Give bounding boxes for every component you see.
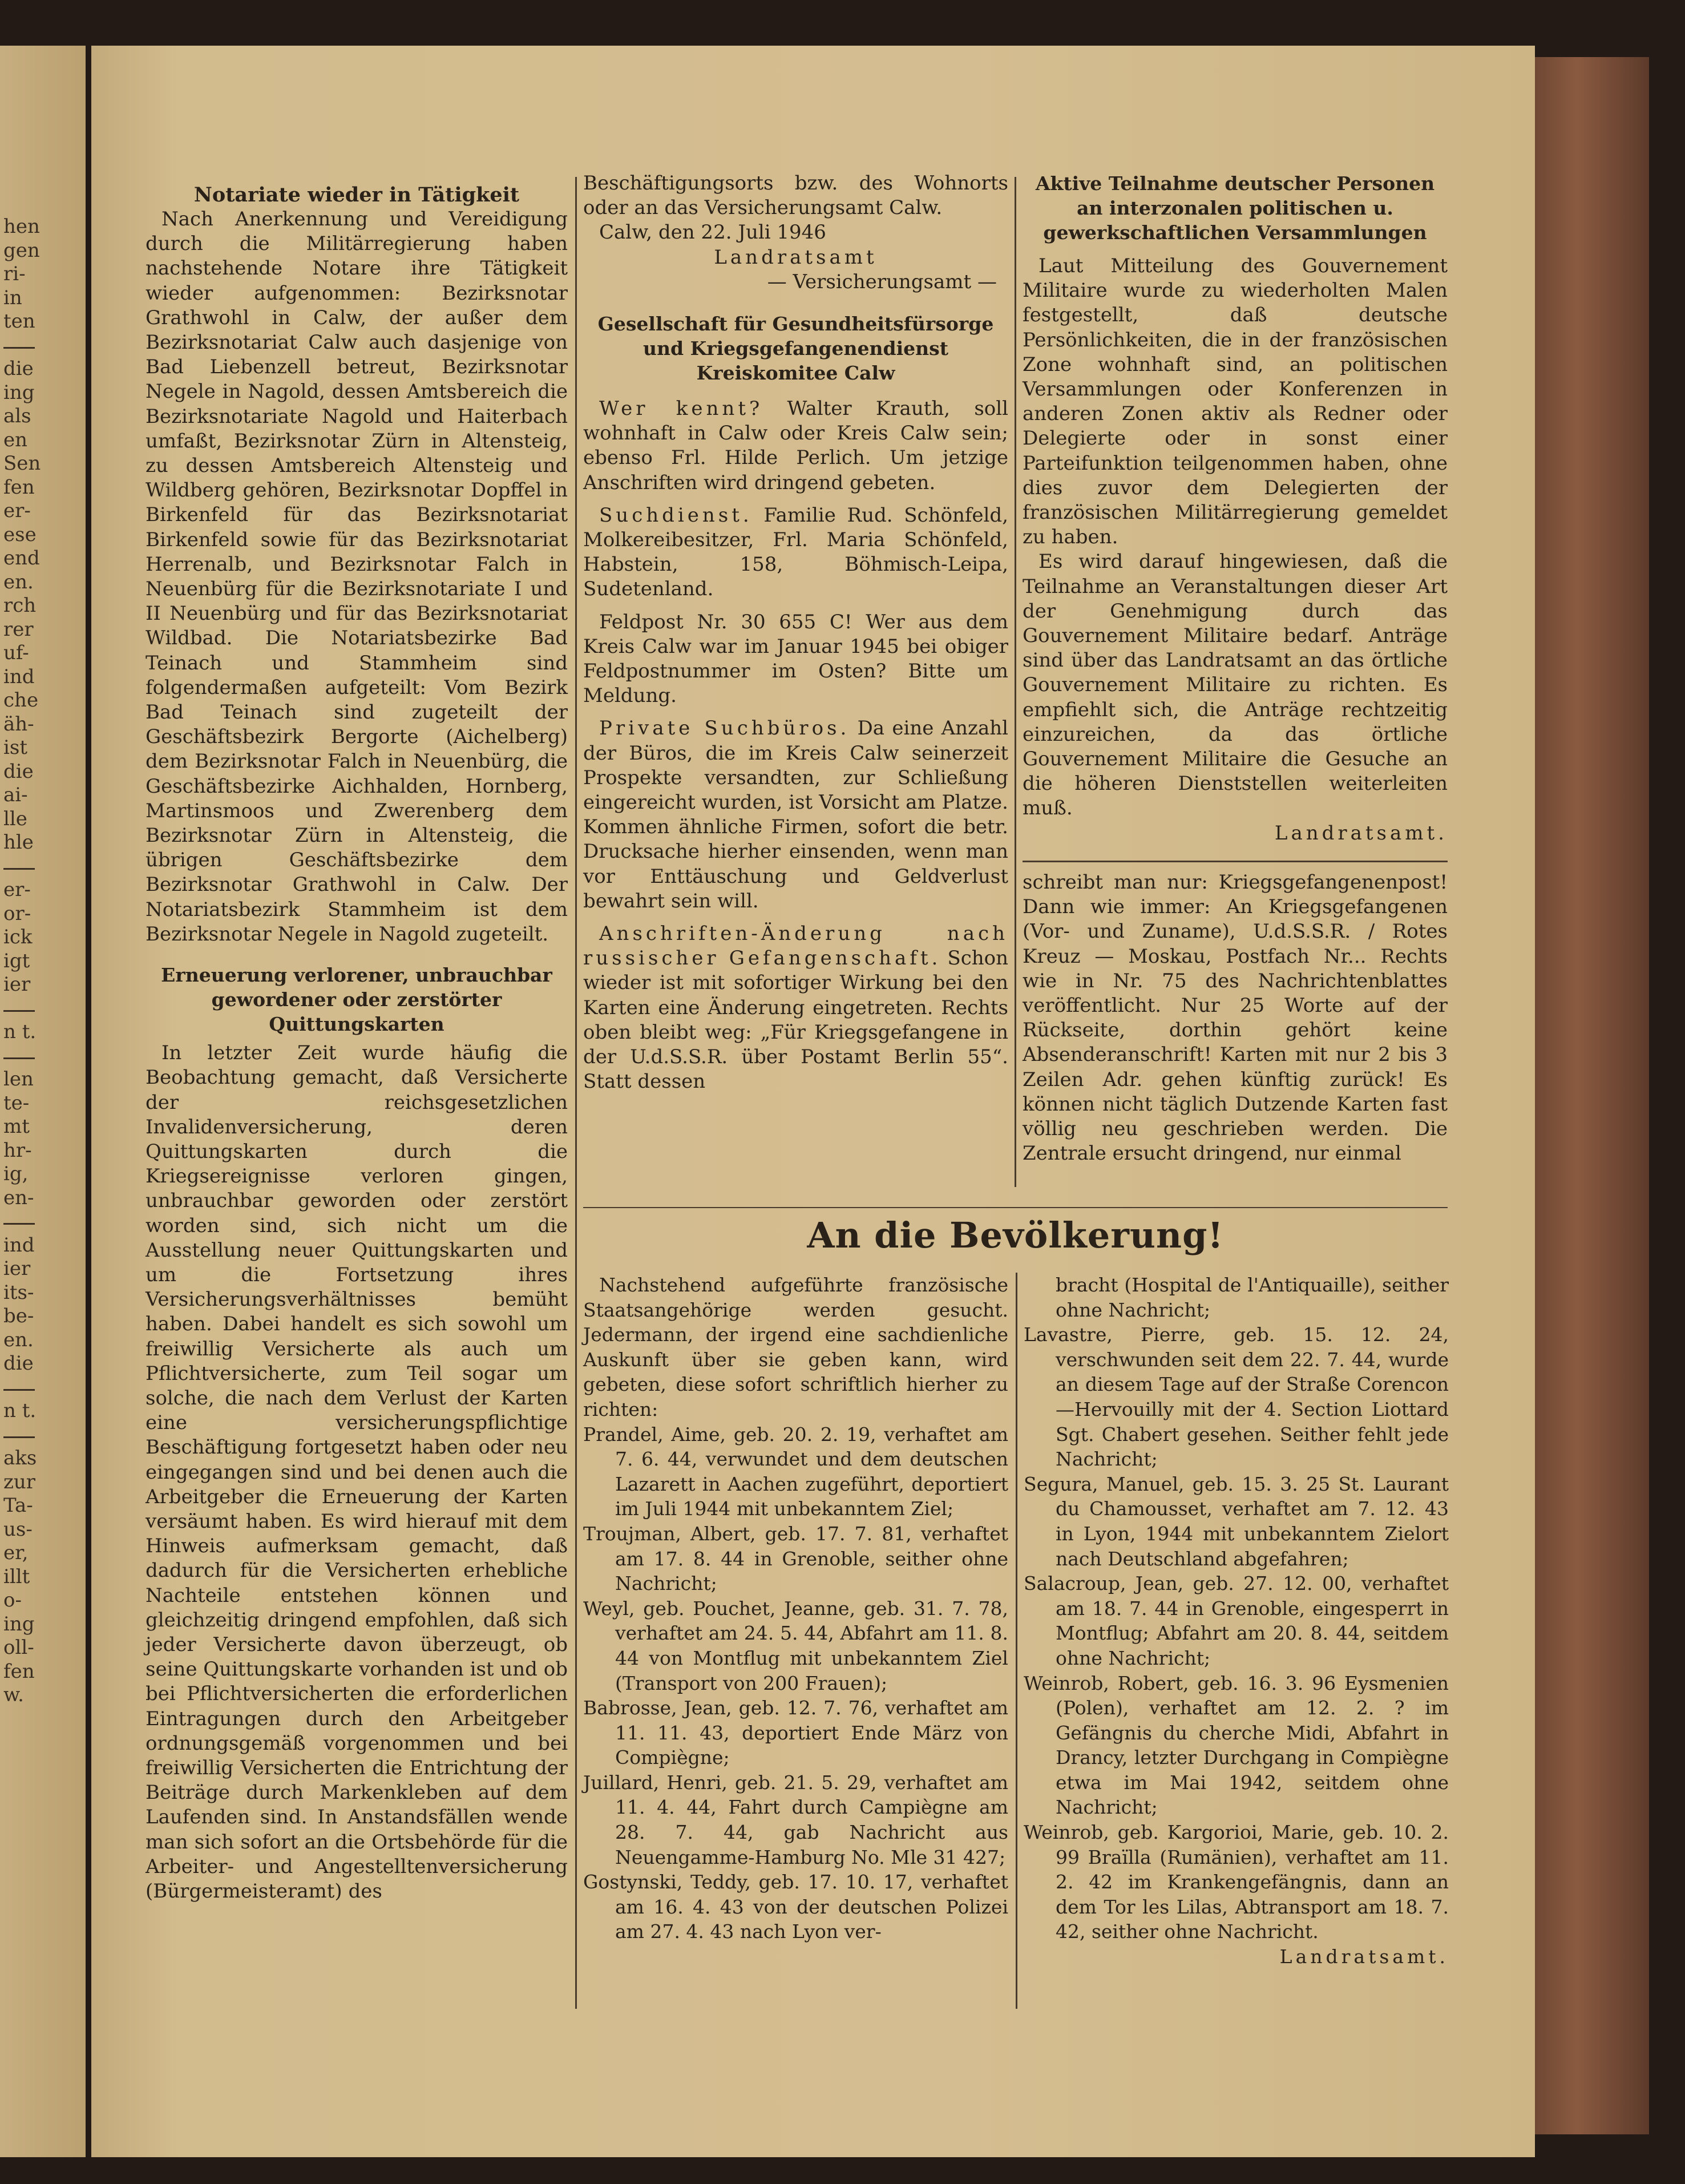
article-title-quittungskarten: Erneuerung verlorener, unbrauchbar gewordener oder zerstörter Quittungskarten [161,964,552,1036]
article-title-notariate: Notariate wieder in Tätigkeit [193,183,520,207]
paragraph-teilnahme-2: Es wird darauf hingewiesen, daß die Teilnahme an Veranstaltungen dieser Art der Genehmigung durch das Gouvernement Militaire bedarf. Anträge sind über das Landratsamt an das örtliche Gouvernement Militaire zu richten. Es empfiehlt sich, die Anträge rechtzeitig einzureichen, da das örtliche Gouvernement Militaire die Gesuche an die höheren Dienststellen weiterleiten muß. [1023,550,1448,820]
column-2 [583,171,1008,1095]
prev-page-fragment: er, [3,1541,29,1564]
column-divider-1 [575,177,577,2009]
newspaper-page [91,46,1535,2157]
prev-page-fragment: mt [3,1115,30,1138]
missing-person-entry: Babrosse, Jean, geb. 12. 7. 76, verhaftet am 11. 11. 43, deportiert Ende März von Compiègne; [583,1697,1008,1769]
prev-page-fragment: in [3,286,22,309]
column-3 [1023,171,1448,846]
prev-page-fragment: en- [3,1186,34,1209]
prev-page-fragment: n t. [3,1399,37,1422]
missing-person-entry: Salacroup, Jean, geb. 27. 12. 00, verhaftet am 18. 7. 44 in Grenoble, eingesperrt in Montflug; Abfahrt am 20. 8. 44, seitdem ohne Nachricht; [1024,1572,1449,1669]
paragraph-wer-kennt [583,397,1008,495]
prev-page-fragment: hen [3,215,40,238]
prev-page-fragment: illt [3,1565,30,1588]
prev-page-fragment: en [3,428,28,451]
prev-page-rule [3,1223,35,1225]
prev-page-fragment: len [3,1068,34,1091]
paragraph-suchbueros [583,716,1008,914]
missing-person-entry: Gostynski, Teddy, geb. 17. 10. 17, verhaftet am 16. 4. 43 von der deutschen Polizei am 27. 4. 43 nach Lyon ver- [583,1871,1008,1943]
banner-signature: Landratsamt. [1279,1945,1449,1968]
prev-page-fragment: die [3,760,34,783]
prev-page-fragment: en. [3,1328,34,1351]
dateline: Calw, den 22. Juli 1946 [599,221,826,244]
missing-person-entry: Segura, Manuel, geb. 15. 3. 25 St. Laurant du Chamousset, verhaftet am 7. 12. 43 in Lyon, 1944 mit unbekanntem Zielort nach Deutschland abgefahren; [1024,1472,1449,1570]
banner-intro: Nachstehend aufgeführte französische Staatsangehörige werden gesucht. Jedermann, der irgend eine sachdienliche Auskunft über sie geben kann, wird gebeten, diese sofort schriftlich hierher zu richten: [583,1274,1008,1420]
prev-page-rule [3,1010,35,1012]
prev-page-fragment: als [3,405,31,427]
missing-persons-list-right [1024,1322,1449,1944]
prev-page-fragment: die [3,357,34,380]
missing-person-entry: Troujman, Albert, geb. 17. 7. 81, verhaftet am 17. 8. 44 in Grenoble, seither ohne Nachricht; [583,1522,1008,1595]
prev-page-fragment: hle [3,831,34,854]
prev-page-fragment: lle [3,807,27,830]
article-title-teilnahme: Aktive Teilnahme deutscher Personen an interzonalen politischen u. gewerkschaftlichen Versammlungen [1035,172,1435,244]
missing-persons-list-left [583,1422,1008,1944]
prev-page-fragment: aks [3,1447,37,1470]
prev-page-rule [3,347,35,349]
prev-page-fragment: fen [3,475,35,499]
lead-suchdienst: Suchdienst. [599,503,753,527]
prev-page-fragment: uf- [3,641,29,664]
section-rule-col3 [1023,861,1448,862]
banner-right-continuation: bracht (Hospital de l'Antiquaille), seither ohne Nachricht; [1056,1274,1449,1321]
column-divider-2 [1015,177,1016,1187]
prev-page-fragment: Ta- [3,1494,33,1517]
prev-page-fragment: ig, [3,1162,29,1185]
prev-page-fragment: or- [3,902,31,925]
column-3-continued [1023,870,1448,1166]
prev-page-fragment: Sen [3,452,41,475]
prev-page-fragment: ese [3,523,37,546]
prev-page-fragment: ai- [3,784,28,806]
prev-page-fragment: oll- [3,1636,34,1659]
prev-page-fragment: n t. [3,1020,37,1043]
prev-page-fragment: zur [3,1470,36,1493]
banner-title: An die Bevölkerung! [807,1214,1224,1256]
previous-page-edge [0,46,86,2157]
paragraph-feldpost: Feldpost Nr. 30 655 C! Wer aus dem Kreis Calw war im Januar 1945 bei obiger Feldpostnummer im Osten? Bitte um Meldung. [583,610,1008,708]
banner-right-column [1024,1273,1449,1969]
missing-person-entry: Prandel, Aime, geb. 20. 2. 19, verhaftet am 7. 6. 44, verwundet und dem deutschen Lazarett in Aachen zugeführt, deportiert im Juli 1944 mit unbekanntem Ziel; [583,1423,1008,1520]
prev-page-rule [3,868,35,870]
signature-landratsamt-2: Landratsamt. [1274,821,1448,845]
prev-page-fragment: ist [3,736,27,759]
article-title-gesellschaft: Gesellschaft für Gesundheitsfürsorge und Kriegsgefangenendienst Kreiskomitee Calw [597,313,994,385]
paragraph-kriegsgefangenenpost: schreibt man nur: Kriegsgefangenenpost! Dann wie immer: An Kriegsgefangenen (Vor- und Zuname), U.d.S.S.R. / Rotes Kreuz — Moskau, Postfach Nr... Rechts wie in Nr. 75 des Nachrichtenblattes veröffentlicht. Nur 25 Worte auf der Rückseite, dorthin gehört keine Absenderanschrift! Karten mit nur 2 bis 3 Zeilen Adr. gehen künftig zurück! Es können nicht täglich Dutzende Karten fast völlig neu geschrieben werden. Die Zentrale ersucht dringend, nur einmal [1023,871,1448,1165]
prev-page-fragment: ten [3,310,35,333]
prev-page-fragment: gen [3,239,40,262]
prev-page-fragment: äh- [3,712,34,736]
prev-page-fragment: ri- [3,263,26,285]
missing-person-entry: Lavastre, Pierre, geb. 15. 12. 24, verschwunden seit dem 22. 7. 44, wurde an diesem Tage auf der Straße Corencon—Hervouilly mit der 4. Section Liottard Sgt. Chabert gesehen. Seither fehlt jede Nachricht; [1024,1323,1449,1471]
text-suchbueros: Da eine Anzahl der Büros, die im Kreis Calw seinerzeit Prospekte versandten, zur Schließung eingereicht wurden, ist Vorsicht am Platze. Kommen ähnliche Firmen, sofort die betr. Drucksache hierher einsenden, wenn man vor Enttäuschung und Geldverlust bewahrt sein will. [583,717,1009,913]
prev-page-fragment: ind [3,1233,35,1257]
prev-page-fragment: hr- [3,1139,32,1162]
prev-page-fragment: ing [3,381,35,404]
prev-page-fragment: o- [3,1589,22,1612]
prev-page-fragment: ind [3,665,35,688]
banner-rule-top [583,1207,1448,1208]
prev-page-fragment: rer [3,617,34,641]
paragraph-anschriften [583,922,1008,1094]
prev-page-fragment: us- [3,1517,33,1541]
prev-page-fragment: en. [3,570,34,594]
book-binding [1529,57,1649,2134]
missing-person-entry: Juillard, Henri, geb. 21. 5. 29, verhaftet am 11. 4. 44, Fahrt durch Campiègne am 28. 7. 44, gab Nachricht aus Neuengamme-Hamburg No. Mle 31 427; [583,1771,1008,1868]
prev-page-fragment: ier [3,1257,31,1280]
prev-page-fragment: te- [3,1091,30,1115]
lead-suchbueros: Private Suchbüros. [599,717,850,740]
article-body-notariate: Nach Anerkennung und Vereidigung durch die Militärregierung haben nachstehende Notare ihre Tätigkeit wieder aufgenommen: Bezirksnotar Grathwohl in Calw, der außer dem Bezirksnotariat Calw auch dasjenige von Bad Liebenzell betreut, Bezirksnotar Negele in Nagold, dessen Amtsbereich die Bezirksnotariate Nagold und Haiterbach umfaßt, Bezirksnotar Zürn in Altensteig, zu dessen Amtsbereich Altensteig und Wildberg gehören, Bezirksnotar Dopffel in Birkenfeld für das Bezirksnotariat Birkenfeld sowie für das Bezirksnotariat Herrenalb, und Bezirksnotar Falch in Neuenbürg für die Bezirksnotariate I und II Neuenbürg und für das Bezirksnotariat Wildbad. Die Notariatsbezirke Bad Teinach und Stammheim sind folgendermaßen aufgeteilt: Vom Bezirk Bad Teinach sind zugeteilt der Geschäftsbezirk Bergorte (Aichelberg) dem Bezirksnotar Falch in Neuenbürg, die Geschäftsbezirke Aichhalden, Hornberg, Martinsmoos und Zwerenberg dem Bezirksnotar Zürn in Altensteig, die übrigen Geschäftsbezirke dem Bezirksnotar Grathwohl in Calw. Der Notariatsbezirk Stammheim ist dem Bezirksnotar Negele in Nagold zugeteilt. [146,208,568,946]
prev-page-fragment: be- [3,1305,34,1327]
prev-page-fragment: its- [3,1281,34,1304]
text-anschriften: Schon wieder ist mit sofortiger Wirkung bei den Karten eine Änderung eingetreten. Rechts oben bleibt weg: „Für Kriegsgefangene in der U.d.S.S.R. über Postamt Berlin 55“. Statt dessen [583,947,1008,1093]
lead-wer-kennt: Wer kennt? [599,397,763,421]
prev-page-fragment: er- [3,878,31,901]
missing-person-entry: Weinrob, geb. Kargorioi, Marie, geb. 10. 2. 99 Braïlla (Rumänien), verhaftet am 11. 2. 42 im Krankengefängnis, dann an dem Tor les Lilas, Abtransport am 18. 7. 42, seither ohne Nachricht. [1024,1821,1449,1943]
prev-page-fragment: ick [3,926,33,948]
prev-page-fragment: ing [3,1612,35,1636]
text-wer-kennt: Walter Krauth, soll wohnhaft in Calw oder Kreis Calw sein; ebenso Frl. Hilde Perlich. Um jetzige Anschriften wird dringend gebeten. [583,397,1009,494]
missing-person-entry: Weyl, geb. Pouchet, Jeanne, geb. 31. 7. 78, verhaftet am 24. 5. 44, Abfahrt am 11. 8. 44 von Montflug mit unbekanntem Ziel (Transport von 200 Frauen); [583,1597,1008,1694]
prev-page-fragment: die [3,1352,34,1375]
lead-anschriften: Anschriften-Änderung nach russischer Gefangenschaft. [583,922,1008,970]
prev-page-rule [3,1057,35,1059]
text-suchdienst: Familie Rud. Schönfeld, Molkereibesitzer, Frl. Maria Schönfeld, Habstein, 158, Böhmisch-Leipa, Sudetenland. [583,503,1008,601]
signature-landratsamt: Landratsamt [714,245,878,269]
prev-page-fragment: er- [3,499,31,522]
prev-page-fragment: che [3,689,39,712]
prev-page-fragment: rch [3,594,37,617]
signature-versicherungsamt: — Versicherungsamt — [767,270,997,293]
paragraph-suchdienst [583,503,1008,602]
prev-page-fragment: ier [3,973,31,996]
missing-person-entry: Weinrob, Robert, geb. 16. 3. 96 Eysmenien (Polen), verhaftet am 12. 2. ? im Gefängnis du cherche Midi, Abfahrt in Drancy, letzter Durchgang in Compiègne etwa im Mai 1942, seitdem ohne Nachricht; [1024,1672,1449,1819]
prev-page-fragment: end [3,547,40,570]
prev-page-rule [3,1436,35,1438]
column-1 [146,183,568,1904]
banner-divider [1016,1273,1017,2009]
paragraph-teilnahme-1: Laut Mitteilung des Gouvernement Militaire wurde zu wiederholten Malen festgestellt, daß deutsche Persönlichkeiten, die in der französischen Zone wohnhaft sind, an politischen Versammlungen oder Konferenzen in anderen Zonen aktiv als Redner oder Delegierte oder in sonst einer Parteifunktion teilgenommen haben, ohne dies zuvor dem Delegierten der französischen Militärregierung gemeldet zu haben. [1023,255,1448,549]
prev-page-rule [3,1389,35,1391]
banner-left-column [583,1273,1008,1944]
prev-page-fragment: igt [3,949,30,972]
continuation-text: Beschäftigungsorts bzw. des Wohnorts oder an das Versicherungsamt Calw. [583,172,1008,220]
prev-page-fragment: fen [3,1660,35,1683]
prev-page-fragment: w. [3,1684,24,1706]
article-body-quittungskarten: In letzter Zeit wurde häufig die Beobachtung gemacht, daß Versicherte der reichsgesetzlichen Invalidenversicherung, deren Quittungskarten durch die Kriegsereignisse verloren gingen, unbrauchbar geworden oder zerstört worden sind, sich nicht um die Ausstellung neuer Quittungskarten und um die Fortsetzung ihres Versicherungsverhältnisses bemüht haben. Dabei handelt es sich sowohl um freiwillig Versicherte als auch um Pflichtversicherte, zum Teil sogar um solche, die nach dem Verlust der Karten eine versicherungspflichtige Beschäftigung fortgesetzt haben oder neu eingegangen sind und bei denen auch die Arbeitgeber die Erneuerung der Karten versäumt haben. Es wird hierauf mit dem Hinweis aufmerksam gemacht, daß dadurch für die Versicherten erhebliche Nachteile entstehen können und gleichzeitig dringend empfohlen, daß sich jeder Versicherte davon überzeugt, ob seine Quittungskarte vorhanden ist und ob bei Pflichtversicherten die erforderlichen Eintragungen durch den Arbeitgeber ordnungsgemäß vorgenommen und bei freiwillig Versicherten die Entrichtung der Beiträge durch Markenkleben auf dem Laufenden sind. In Anstandsfällen wende man sich sofort an die Ortsbehörde für die Arbeiter- und Angestelltenversicherung (Bürgermeisteramt) des [146,1041,568,1903]
